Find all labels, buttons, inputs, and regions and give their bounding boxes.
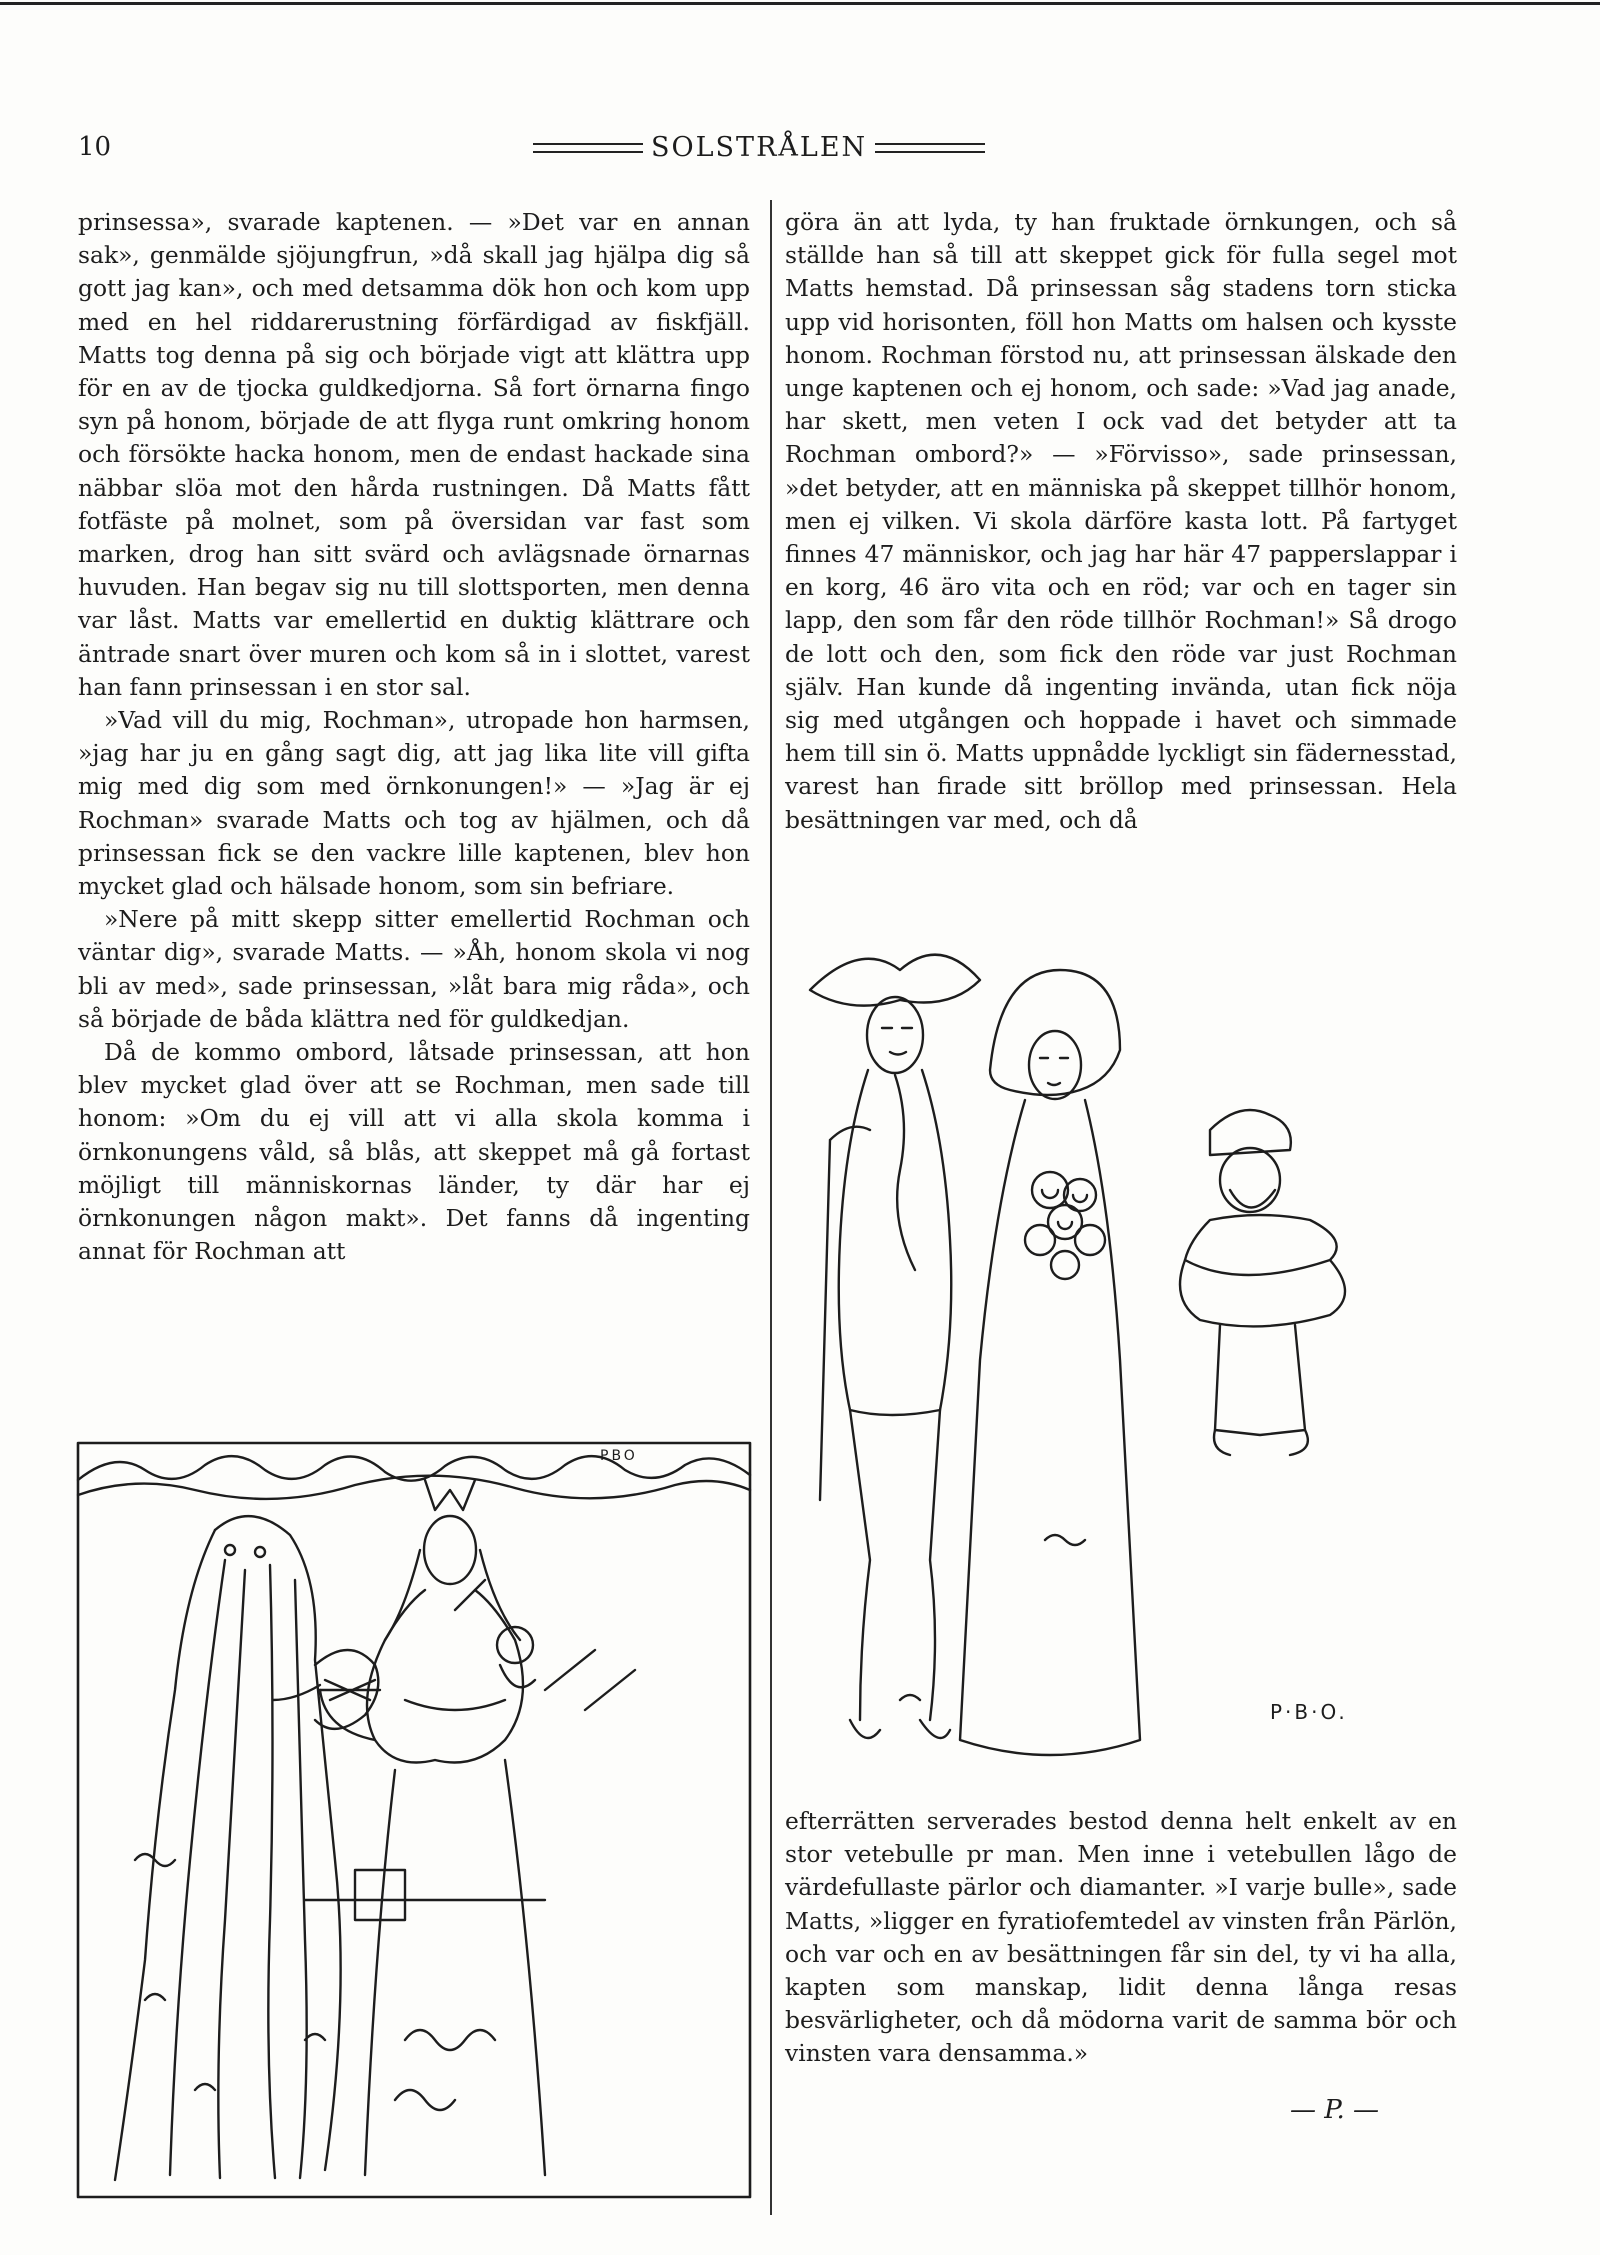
right-column-top (785, 206, 1457, 837)
running-head (533, 132, 985, 163)
paragraph: göra än att lyda, ty han fruktade örnkungen, och så ställde han så till att skeppet gick för fulla segel mot Matts hemstad. Då prinsessan såg stadens torn sticka upp vid horisonten, föll hon Matts om halsen och kysste honom. Rochman förstod nu, att prinsessan älskade den unge kaptenen och ej honom, och sade: »Vad jag anade, har skett, men veten I ock vad det betyder att ta Rochman ombord?» — »Förvisso», sade prinsessan, »det betyder, att en människa på skeppet tillhör honom, men ej vilken. Vi skola därföre kasta lott. På fartyget finnes 47 människor, och jag har här 47 papperslappar i en korg, 46 äro vita och en röd; var och en tager sin lapp, den som får den röde tillhör Rochman!» Så drogo de lott och den, som fick den röde var just Rochman själv. Han kunde då ingenting invända, utan fick nöja sig med utgången och hoppade i havet och simmade hem till sin ö. Matts uppnådde lyckligt sin fädernesstad, varest han firade sitt bröllop med prinsessan. Hela besättningen var med, och då (785, 208, 1457, 834)
header-rule-right (875, 143, 985, 153)
paragraph: prinsessa», svarade kaptenen. — »Det var en annan sak», genmälde sjöjungfrun, »då skall jag hjälpa dig så gott jag kan», och med detsamma dök hon och kom upp med en hel riddarerustning förfärdigad av fiskfjäll. Matts tog denna på sig och började vigt att klättra upp för en av de tjocka guldkedjorna. Så fort örnarna fingo syn på honom, började de att flyga runt omkring honom och försökte hacka honom, men de endast hackade sina näbbar slöa mot den hårda rustningen. Då Matts fått fotfäste på molnet, som på översidan var fast som marken, drog han sitt svärd och avlägsnade örnarnas huvuden. Han begav sig nu till slottsporten, men denna var låst. Matts var emellertid en duktig klättrare och äntrade snart över muren och kom så in i slottet, varest han fann prinsessan i en stor sal. (78, 208, 750, 701)
paragraph: efterrätten serverades bestod denna helt enkelt av en stor vetebulle pr man. Men inne i vetebullen lågo de värdefullaste pärlor och diamanter. »I varje bulle», sade Matts, »ligger en fyratiofemtedel av vinsten från Pärlön, och var och en av besättningen får sin del, ty vi ha alla, kapten som manskap, lidit denna långa resas besvärligheter, och då mödorna varit de samma bör och vinsten vara densamma.» (785, 1807, 1457, 2068)
author-signature: — P. — (1290, 2095, 1380, 2125)
paragraph: »Nere på mitt skepp sitter emellertid Rochman och väntar dig», svarade Matts. — »Åh, honom skola vi nog bli av med», sade prinsessan, »låt bara mig råda», och så började de båda klättra ned för guldkedjan. (78, 905, 750, 1033)
illustration-sea-maiden-and-princess (75, 1440, 753, 2200)
illustration-wedding-procession (790, 940, 1460, 1795)
header-rule-left (533, 143, 643, 153)
left-column (78, 206, 750, 1269)
column-divider (770, 200, 772, 2215)
paragraph: »Vad vill du mig, Rochman», utropade hon harmsen, »jag har ju en gång sagt dig, att jag lika lite vill gifta mig med dig som med örnkonungen!» — »Jag är ej Rochman» svarade Matts och tog av hjälmen, och då prinsessan fick se den vackre lille kaptenen, blev hon mycket glad och hälsade honom, som sin befriare. (78, 706, 750, 901)
publication-title: SOLSTRÅLEN (651, 132, 868, 163)
page-header (78, 128, 1458, 168)
paragraph: Då de kommo ombord, låtsade prinsessan, att hon blev mycket glad över att se Rochman, men sade till honom: »Om du ej vill att vi alla skola komma i örnkonungens våld, så blås, att skeppet må gå fortast möjligt till människornas länder, ty där har ej örnkonungen någon makt». Det fanns då ingenting annat för Rochman att (78, 1038, 750, 1266)
page-number: 10 (78, 132, 112, 162)
illustration-credit: PBO (600, 1448, 638, 1464)
top-page-rule (0, 2, 1600, 5)
illustration-credit: P·B·O. (1270, 1700, 1348, 1724)
right-column-bottom (785, 1805, 1457, 2071)
